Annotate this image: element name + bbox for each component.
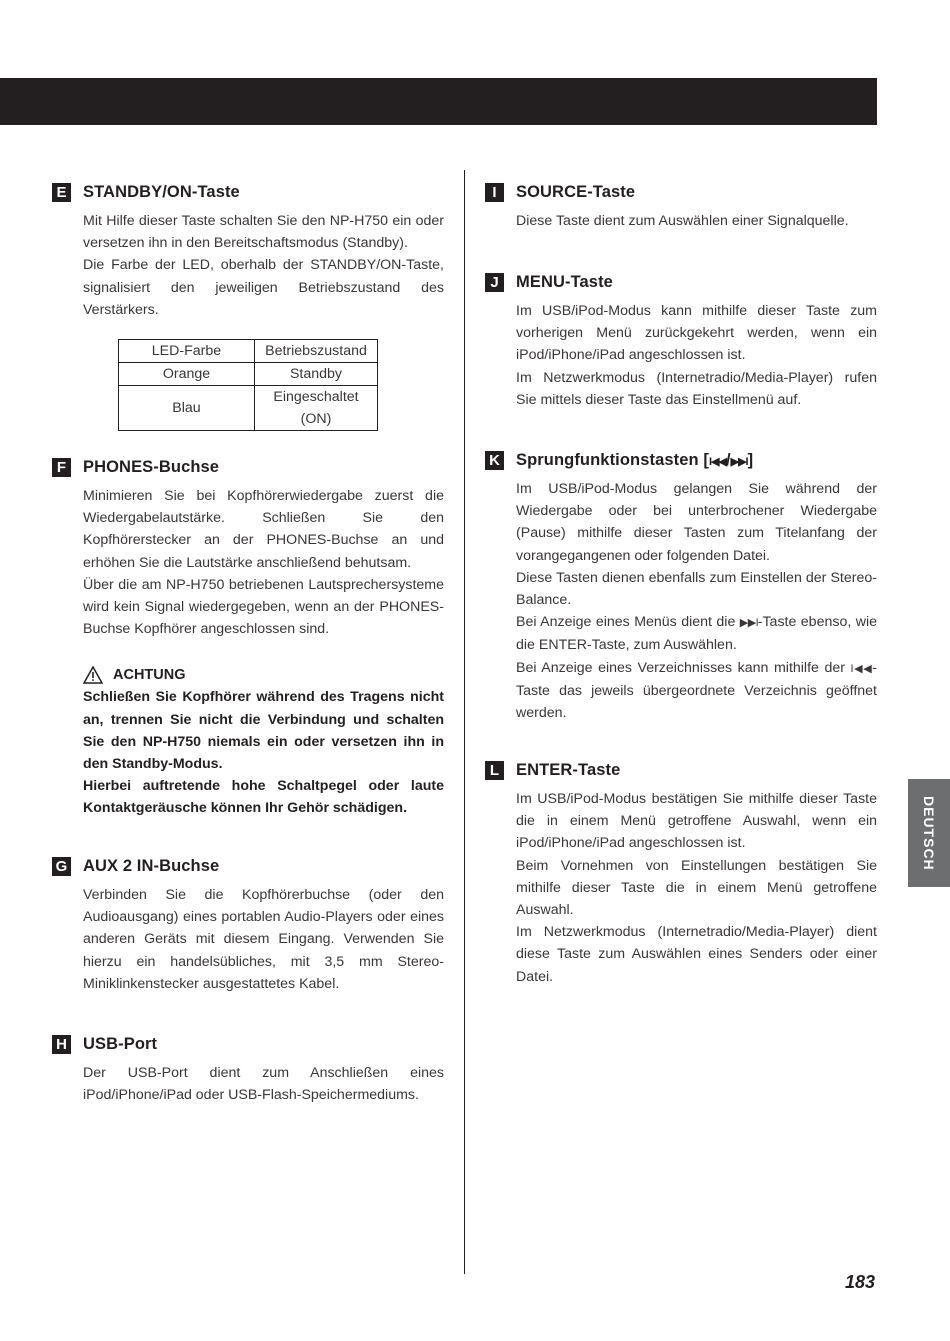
- warning-heading: [83, 664, 444, 686]
- section-title: STANDBY/ON-Taste: [83, 182, 240, 201]
- section-phones: [52, 455, 444, 820]
- table-cell: Orange: [119, 363, 255, 386]
- section-heading: [52, 180, 444, 204]
- paragraph: Verbinden Sie die Kopfhörerbuchse (oder den Audioausgang) eines portablen Audio-Players oder eines anderen Geräts mit diesem Eingang. Verwenden Sie hierzu ein handelsübliches, mit 3,5 mm Stereo-Miniklinkenstecker ausgestattetes Kabel.: [83, 887, 444, 992]
- section-body: [516, 478, 877, 724]
- section-usb-port: [52, 1032, 444, 1106]
- section-title: [516, 451, 753, 470]
- paragraph: Minimieren Sie bei Kopfhörerwiedergabe zuerst die Wiedergabelautstärke. Schließen Sie den Kopfhörerstecker an der PHONES-Buchse an und erhöhen Sie die Lautstärke anschließend behutsam.: [83, 488, 444, 571]
- section-letter-k: K: [485, 451, 504, 470]
- paragraph: [516, 611, 877, 656]
- paragraph: Der USB-Port dient zum Anschließen eines iPod/iPhone/iPad oder USB-Flash-Speichermediums.: [83, 1065, 444, 1104]
- section-heading: [485, 270, 877, 294]
- section-letter-g: G: [52, 857, 71, 876]
- paragraph: Schließen Sie Kopfhörer während des Tragens nicht an, trennen Sie nicht die Verbindung und schalten Sie den NP-H750 niemals ein oder versetzen ihn in den Standby-Modus.: [83, 689, 444, 773]
- table-cell: Eingeschaltet (ON): [255, 386, 378, 431]
- section-body: [516, 300, 877, 411]
- section-title: AUX 2 IN-Buchse: [83, 856, 220, 875]
- section-body: [83, 884, 444, 995]
- section-heading: [485, 758, 877, 782]
- warning-text: [83, 686, 444, 819]
- section-enter: [485, 758, 877, 988]
- section-heading: [485, 448, 877, 472]
- section-aux2-in: [52, 854, 444, 995]
- text: -Taste ebenso, wie die ENTER-Taste, zum Auswählen.: [516, 614, 878, 654]
- skip-back-icon: I◀◀: [850, 662, 873, 675]
- section-title: USB-Port: [83, 1034, 158, 1053]
- section-body: [83, 1062, 444, 1106]
- section-body: [516, 210, 877, 232]
- skip-forward-icon: ▶▶I: [730, 455, 748, 468]
- text: Bei Anzeige eines Verzeichnisses kann mithilfe der: [516, 659, 851, 676]
- column-divider: [464, 170, 465, 1274]
- paragraph: Diese Taste dient zum Auswählen einer Signalquelle.: [516, 213, 849, 229]
- section-heading: [485, 180, 877, 204]
- title-text: Sprungfunktionstasten [: [516, 450, 709, 469]
- section-title: PHONES-Buchse: [83, 457, 220, 476]
- section-letter-f: F: [52, 458, 71, 477]
- skip-back-icon: I◀◀: [708, 455, 726, 468]
- paragraph: Im Netzwerkmodus (Internetradio/Media-Player) dient diese Taste zum Auswählen eines Senders oder einer Datei.: [516, 924, 877, 985]
- section-body: [83, 210, 444, 431]
- title-text: ]: [747, 450, 754, 469]
- warning-triangle-icon: [83, 666, 103, 684]
- section-letter-e: E: [52, 183, 71, 202]
- led-color-table: [118, 339, 378, 431]
- section-title: SOURCE-Taste: [516, 182, 636, 201]
- paragraph: Mit Hilfe dieser Taste schalten Sie den NP-H750 ein oder versetzen ihn in den Bereitschaftsmodus (Standby).: [83, 213, 444, 252]
- paragraph: Im Netzwerkmodus (Internetradio/Media-Player) rufen Sie mittels dieser Taste das Einstellmenü auf.: [516, 369, 877, 408]
- paragraph: Im USB/iPod-Modus gelangen Sie während der Wiedergabe oder bei unterbrochener Wiedergabe (Pause) mithilfe dieser Tasten zum Titelanfang der vorangegangenen oder folgenden Datei.: [516, 481, 877, 564]
- table-row: [119, 340, 378, 363]
- page-number: 183: [844, 1272, 875, 1292]
- section-letter-i: I: [485, 183, 504, 202]
- section-standby-on: [52, 180, 444, 431]
- paragraph: Die Farbe der LED, oberhalb der STANDBY/ON-Taste, signalisiert den jeweiligen Betriebszustand des Verstärkers.: [83, 257, 444, 318]
- section-heading: [52, 1032, 444, 1056]
- table-header-cell: Betriebszustand: [255, 340, 378, 363]
- section-title: ENTER-Taste: [516, 760, 621, 779]
- section-letter-j: J: [485, 273, 504, 292]
- paragraph: Diese Tasten dienen ebenfalls zum Einstellen der Stereo-Balance.: [516, 569, 877, 609]
- paragraph: Über die am NP-H750 betriebenen Lautsprechersysteme wird kein Signal wiedergegeben, wenn an der PHONES-Buchse Kopfhörer angeschlossen sind.: [83, 576, 444, 638]
- skip-forward-icon: ▶▶I: [739, 617, 758, 630]
- text: -Taste das jeweils übergeordnete Verzeichnis geöffnet werden.: [516, 659, 877, 722]
- section-heading: [52, 455, 444, 479]
- warning-title: ACHTUNG: [113, 667, 186, 684]
- section-letter-h: H: [52, 1035, 71, 1054]
- title-separator: /: [725, 450, 731, 469]
- table-header-cell: LED-Farbe: [119, 340, 255, 363]
- table-cell: Blau: [119, 386, 255, 431]
- section-heading: [52, 854, 444, 878]
- paragraph: Beim Vornehmen von Einstellungen bestätigen Sie mithilfe dieser Taste die in einem Menü getroffene Auswahl.: [516, 857, 877, 919]
- section-body: [516, 788, 877, 988]
- paragraph: Im USB/iPod-Modus bestätigen Sie mithilfe dieser Taste die in einem Menü getroffene Auswahl, wenn ein iPod/iPhone/iPad angeschlossen ist.: [516, 791, 877, 852]
- section-body: [83, 485, 444, 820]
- language-tab-label: DEUTSCH: [921, 795, 937, 871]
- section-skip-buttons: [485, 448, 877, 724]
- paragraph: Hierbei auftretende hohe Schaltpegel oder laute Kontaktgeräusche können Ihr Gehör schädigen.: [83, 778, 444, 817]
- section-letter-l: L: [485, 761, 504, 780]
- paragraph: Im USB/iPod-Modus kann mithilfe dieser Taste zum vorherigen Menü zurückgekehrt werden, wenn ein iPod/iPhone/iPad angeschlossen ist.: [516, 303, 877, 364]
- header-bar: [0, 78, 877, 125]
- table-row: [119, 386, 378, 431]
- section-source: [485, 180, 877, 232]
- table-row: [119, 363, 378, 386]
- section-menu: [485, 270, 877, 411]
- paragraph: [516, 657, 877, 725]
- text: Bei Anzeige eines Menüs dient die: [516, 614, 740, 631]
- language-tab: [908, 779, 950, 887]
- table-cell: Standby: [255, 363, 378, 386]
- section-title: MENU-Taste: [516, 272, 613, 291]
